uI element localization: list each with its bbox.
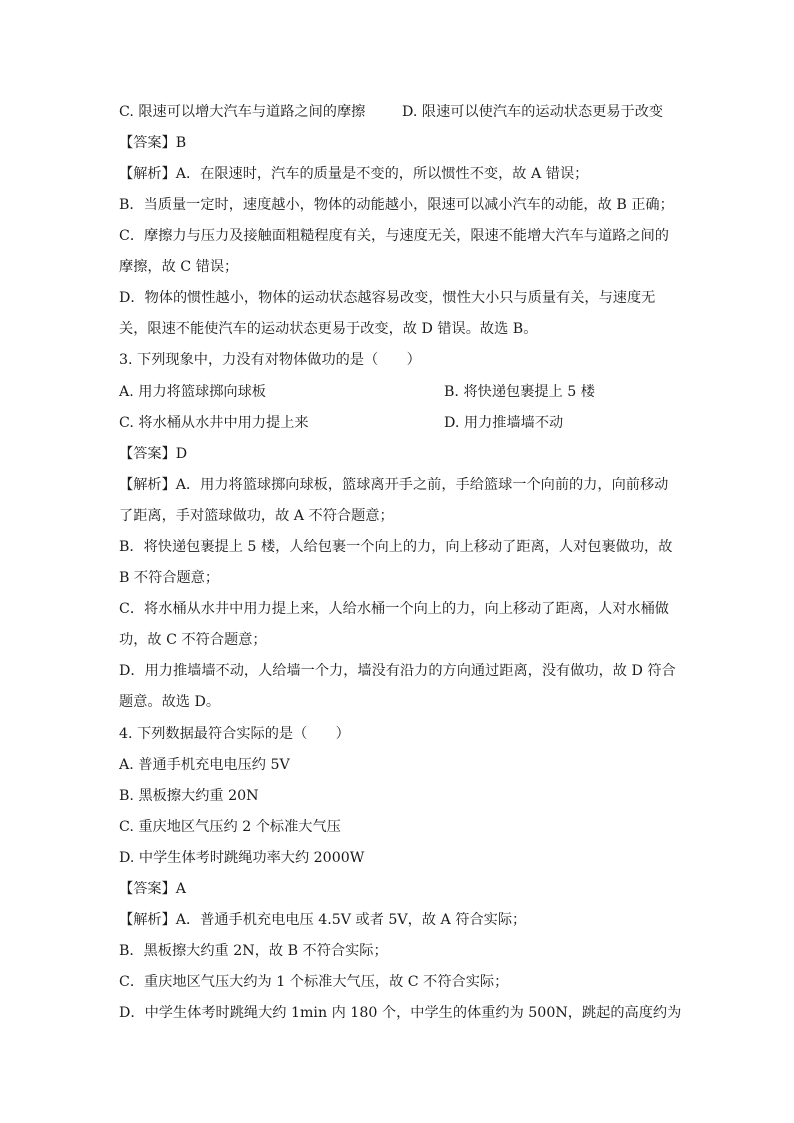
- q3-option-d: D. 用力推墙墙不动: [444, 415, 564, 431]
- q4-option-c: C. 重庆地区气压约 2 个标准大气压: [119, 819, 341, 835]
- q3-analysis-line: D．用力推墙墙不动，人给墙一个力，墙没有沿力的方向通过距离，没有做功，故 D 符合: [119, 663, 676, 679]
- q3-analysis-line: B 不符合题意；: [119, 570, 220, 586]
- q3-analysis-line: 题意。故选 D。: [119, 694, 221, 710]
- q2-options-cd: [119, 102, 679, 122]
- q3-stem: 3. 下列现象中，力没有对物体做功的是（ ）: [119, 352, 421, 368]
- q4-option-d: D. 中学生体考时跳绳功率大约 2000W: [119, 850, 365, 866]
- q3-option-c: C. 将水桶从水井中用力提上来: [119, 415, 309, 431]
- q3-options-ab: [119, 382, 679, 402]
- q3-answer: 【答案】D: [119, 446, 188, 462]
- q2-option-d: D. 限速可以使汽车的运动状态更易于改变: [402, 104, 664, 120]
- q2-analysis-line: 【解析】A．在限速时，汽车的质量是不变的，所以惯性不变，故 A 错误；: [119, 166, 589, 182]
- q3-analysis-line: 【解析】A．用力将篮球掷向球板，篮球离开手之前，手给篮球一个向前的力，向前移动: [119, 477, 669, 493]
- q4-analysis-line: B．黑板擦大约重 2N，故 B 不符合实际；: [119, 943, 388, 959]
- q3-option-a: A. 用力将篮球掷向球板: [119, 384, 266, 400]
- q3-analysis-line: B．将快递包裹提上 5 楼，人给包裹一个向上的力，向上移动了距离，人对包裹做功，故: [119, 539, 673, 555]
- q2-analysis-line: 摩擦，故 C 错误；: [119, 259, 239, 275]
- q3-analysis-line: C．将水桶从水井中用力提上来，人给水桶一个向上的力，向上移动了距离，人对水桶做: [119, 601, 669, 617]
- q2-analysis-line: 关，限速不能使汽车的运动状态更易于改变，故 D 错误。故选 B。: [119, 321, 538, 337]
- q3-options-cd: [119, 413, 679, 433]
- q4-answer: 【答案】A: [119, 881, 186, 897]
- q4-analysis-line: D．中学生体考时跳绳大约 1min 内 180 个，中学生的体重约为 500N，跳起的高度约为: [119, 1005, 682, 1021]
- q2-analysis-line: C．摩擦力与压力及接触面粗糙程度有关，与速度无关，限速不能增大汽车与道路之间的: [119, 228, 669, 244]
- q4-analysis-line: 【解析】A．普通手机充电电压 4.5V 或者 5V，故 A 符合实际；: [119, 912, 527, 928]
- q4-stem: 4. 下列数据最符合实际的是（ ）: [119, 726, 350, 742]
- q3-option-b: B. 将快递包裹提上 5 楼: [444, 384, 595, 400]
- q4-option-b: B. 黑板擦大约重 20N: [119, 788, 259, 804]
- q3-analysis-line: 功，故 C 不符合题意；: [119, 632, 267, 648]
- q4-analysis-line: C．重庆地区气压大约为 1 个标准大气压，故 C 不符合实际；: [119, 974, 509, 990]
- q3-analysis-line: 了距离，手对篮球做功，故 A 不符合题意；: [119, 508, 394, 524]
- q2-analysis-line: D．物体的惯性越小，物体的运动状态越容易改变，惯性大小只与质量有关，与速度无: [119, 290, 656, 306]
- q4-option-a: A. 普通手机充电电压约 5V: [119, 757, 290, 773]
- q2-option-c: C. 限速可以增大汽车与道路之间的摩擦: [119, 104, 366, 120]
- q2-analysis-line: B．当质量一定时，速度越小，物体的动能越小，限速可以减小汽车的动能，故 B 正确；: [119, 197, 674, 213]
- q2-answer: 【答案】B: [119, 135, 187, 151]
